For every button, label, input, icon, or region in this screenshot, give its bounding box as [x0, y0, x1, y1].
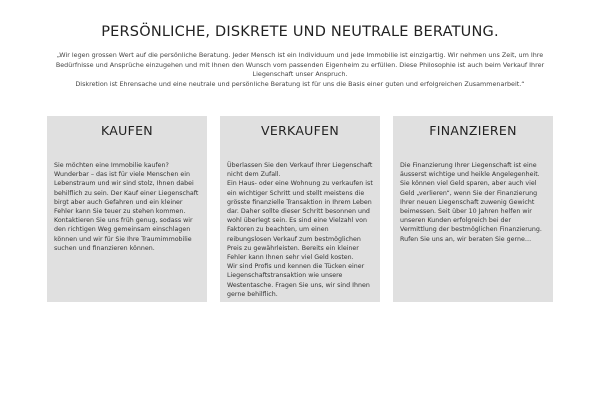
card-finanzieren	[393, 116, 553, 302]
card-body-finanzieren	[400, 161, 546, 244]
card-verkaufen	[220, 116, 380, 302]
page-title: PERSÖNLICHE, DISKRETE UND NEUTRALE BERATUNG.	[101, 24, 499, 40]
card-kaufen	[47, 116, 207, 302]
intro-text	[48, 51, 552, 89]
card-body-verkaufen	[227, 161, 373, 299]
card-paragraph: Überlassen Sie den Verkauf Ihrer Liegenschaft nicht dem Zufall.	[227, 162, 373, 179]
card-paragraph: Ein Haus- oder eine Wohnung zu verkaufen ist ein wichtiger Schritt und stellt meistens die grösste finanzielle Transaktion in Ihrem Leben dar. Daher sollte dieser Schritt besonnen und wohl überlegt sein. Es sind eine Vielzahl von Faktoren zu beachten, um einen reibungslosen Verkauf zum bestmöglichen Preis zu gewährleisten. Bereits ein kleiner Fehler kann Ihnen sehr viel Geld kosten.	[227, 180, 373, 262]
card-title-finanzieren: FINANZIEREN	[429, 123, 517, 138]
intro-paragraph-discretion: Diskretion ist Ehrensache und eine neutrale und persönliche Beratung ist für uns die Basis einer guten und erfolgreichen Zusammenarbeit.“	[75, 79, 525, 88]
service-cards	[47, 116, 553, 302]
intro-paragraph-philosophy: „Wir legen grossen Wert auf die persönliche Beratung. Jeder Mensch ist ein Individuum und jede Immobilie ist einzigartig. Wir nehmen uns Zeit, um Ihre Bedürfnisse und Ansprüche einzugehen und mit Ihnen den Wunsch vom passenden Eigenheim zu erfüllen. Diese Philosophie ist auch beim Verkauf Ihrer Liegenschaft unser Anspruch.	[55, 51, 545, 79]
card-paragraph: Wunderbar – das ist für viele Menschen ein Lebenstraum und wir sind stolz, Ihnen dabei behilflich zu sein. Der Kauf einer Liegenschaft birgt aber auch Gefahren und ein kleiner Fehler kann Sie teuer zu stehen kommen.	[54, 171, 199, 216]
card-paragraph: Die Finanzierung Ihrer Liegenschaft ist eine äusserst wichtige und heikle Angelegenheit.	[400, 162, 540, 179]
card-paragraph: Kontaktieren Sie uns früh genug, sodass wir den richtigen Weg gemeinsam einschlagen können und wir für Sie Ihre Traumimmobilie suchen und finanzieren können.	[54, 217, 193, 252]
card-body-kaufen	[54, 161, 200, 253]
card-title-verkaufen: VERKAUFEN	[261, 123, 339, 138]
card-paragraph: Wir sind Profis und kennen die Tücken einer Liegenschaftstransaktion wie unsere Westentasche. Fragen Sie uns, wir sind Ihnen gerne behilflich.	[227, 263, 370, 298]
card-paragraph: Rufen Sie uns an, wir beraten Sie gerne…	[400, 235, 532, 243]
card-title-kaufen: KAUFEN	[101, 123, 153, 138]
card-paragraph: Sie möchten eine Immobilie kaufen?	[54, 162, 169, 169]
card-paragraph: Sie können viel Geld sparen, aber auch viel Geld „verlieren“, wenn Sie der Finanzierung Ihrer neuen Liegenschaft zuwenig Gewicht beimessen. Seit über 10 Jahren helfen wir unseren Kunden erfolgreich bei der Vermittlung der bestmöglichen Finanzierung.	[400, 180, 542, 234]
